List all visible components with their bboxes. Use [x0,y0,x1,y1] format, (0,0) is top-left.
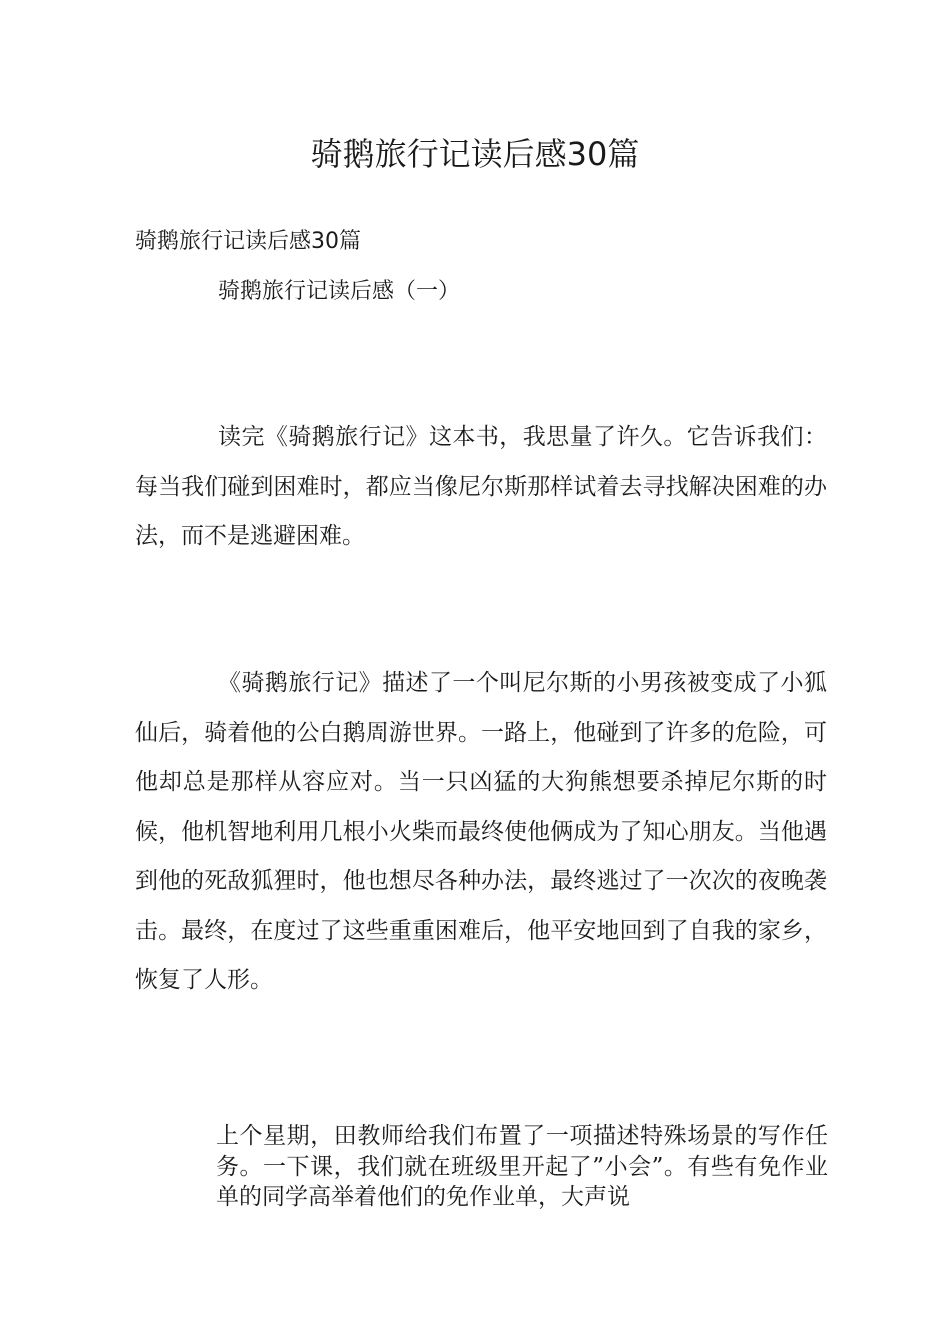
paragraph-1: 读完《骑鹅旅行记》这本书，我思量了许久。它告诉我们：每当我们碰到困难时，都应当像尼尔斯那样试着去寻找解决困难的办法，而不是逃避困难。 [135,424,827,549]
section-heading: 骑鹅旅行记读后感（一） [218,279,461,304]
paragraph-2: 《骑鹅旅行记》描述了一个叫尼尔斯的小男孩被变成了小狐仙后，骑着他的公白鹅周游世界。一路上，他碰到了许多的危险，可他却总是那样从容应对。当一只凶猛的大狗熊想要杀掉尼尔斯的时候，他机智地利用几根小火柴而最终使他俩成为了知心朋友。当他遇到他的死敌狐狸时，他也想尽各种办法，最终逃过了一次次的夜晚袭击。最终，在度过了这些重重困难后，他平安地回到了自我的家乡，恢复了人形。 [135,670,827,993]
document-title: 骑鹅旅行记读后感30篇 [310,135,640,173]
paragraph-3: 上个星期，田教师给我们布置了一项描述特殊场景的写作任务。一下课，我们就在班级里开起了”小会”。有些有免作业单的同学高举着他们的免作业单，大声说 [216,1123,828,1210]
document-subtitle: 骑鹅旅行记读后感30篇 [135,229,361,254]
